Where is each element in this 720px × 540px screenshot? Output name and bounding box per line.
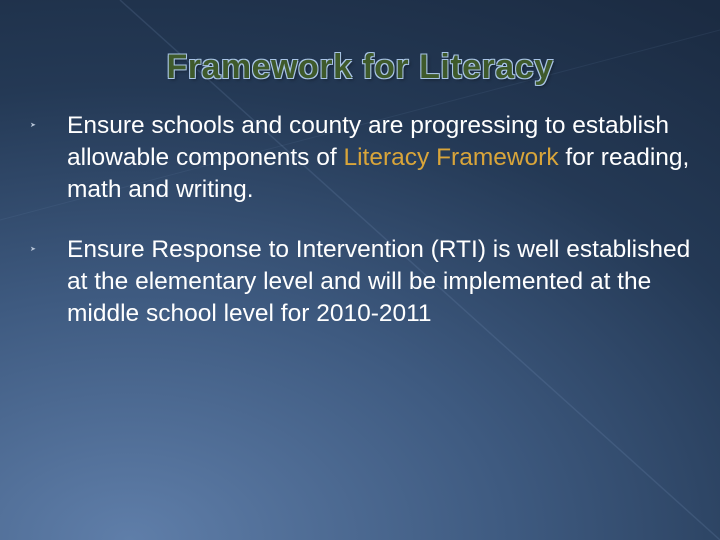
bullet-text: Ensure schools and county are progressing to establish allowable components of [67,112,669,171]
bullet-text: Ensure Response to Intervention (RTI) is well established at the elementary level and will be implemented at the middle school level for 2010-2011 [67,236,691,327]
bullet-icon: ➤ [30,246,36,253]
bullet-icon: ➤ [30,122,36,129]
bullet-item [30,110,700,206]
bullet-item [30,234,700,330]
bullet-text-end: for reading, math and writing. [67,144,690,203]
slide-title: Framework for Literacy [166,48,554,86]
bullet-list [30,110,700,358]
bullet-highlight: Literacy Framework [343,144,559,171]
